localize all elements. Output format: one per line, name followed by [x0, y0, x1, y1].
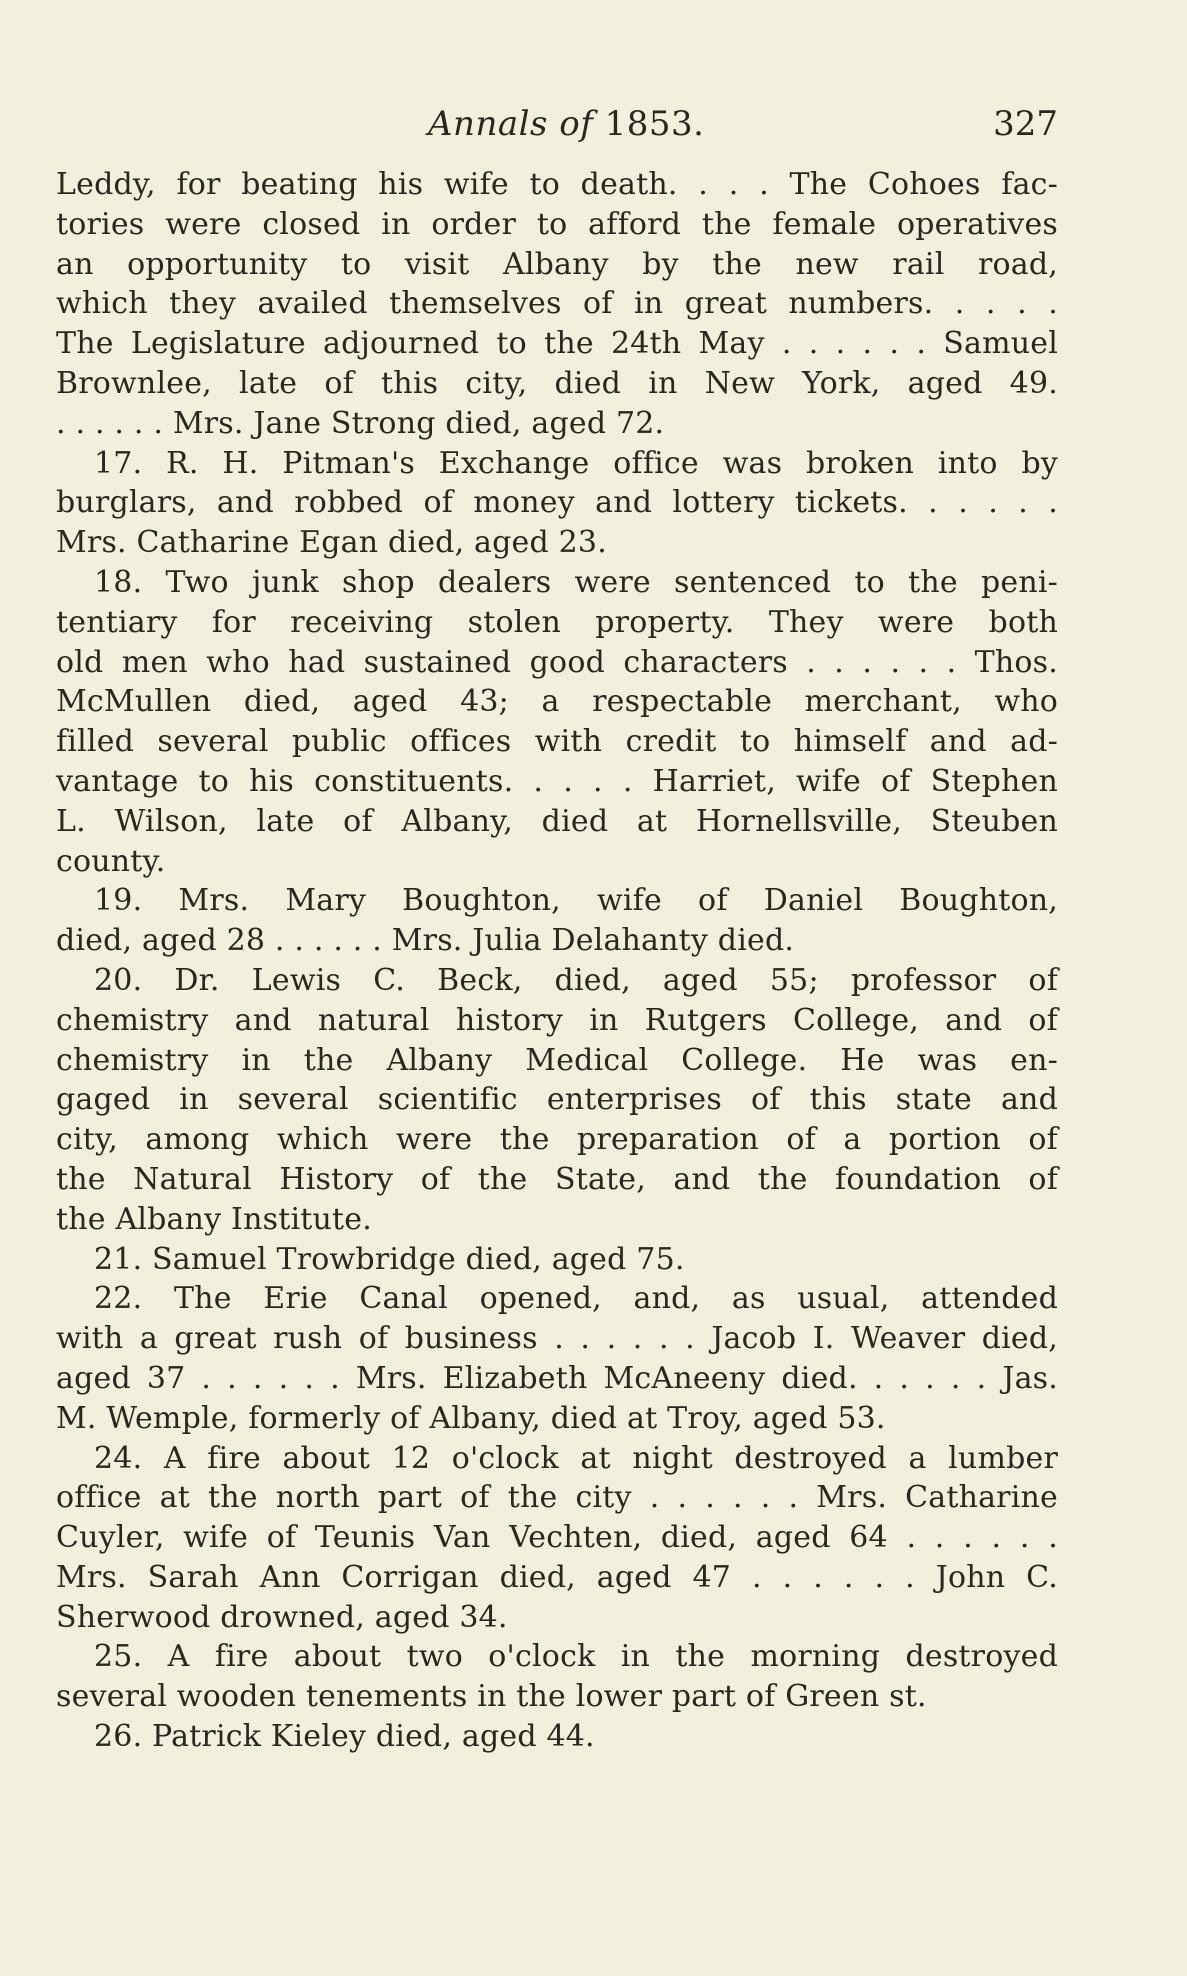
text-line: several wooden tenements in the lower part of Green st.: [56, 1679, 927, 1715]
text-line: 20. Dr. Lewis C. Beck, died, aged 55; professor of: [94, 962, 1058, 998]
running-title-year: 1853.: [604, 104, 705, 144]
text-line: 24. A fire about 12 o'clock at night destroyed a lumber: [94, 1440, 1058, 1476]
text-line: chemistry and natural history in Rutgers College, and of: [56, 1002, 1058, 1038]
text-line: 19. Mrs. Mary Boughton, wife of Daniel Boughton,: [94, 883, 1058, 919]
text-line: chemistry in the Albany Medical College. He was en-: [56, 1042, 1058, 1078]
text-line: 22. The Erie Canal opened, and, as usual, attended: [94, 1281, 1058, 1317]
text-line: with a great rush of business . . . . . . Jacob I. Weaver died,: [56, 1321, 1058, 1357]
text-line: the Natural History of the State, and the foundation of: [56, 1161, 1058, 1197]
text-line: burglars, and robbed of money and lottery tickets. . . . . .: [56, 485, 1058, 521]
text-line: tories were closed in order to afford the female operatives: [56, 206, 1058, 242]
text-line: which they availed themselves of in great numbers. . . . .: [56, 286, 1058, 322]
text-line: 21. Samuel Trowbridge died, aged 75.: [94, 1241, 685, 1277]
running-header: [56, 104, 1058, 152]
text-line: city, among which were the preparation of a portion of: [56, 1122, 1058, 1158]
running-title-prefix: Annals of: [428, 104, 594, 144]
body-text: [56, 165, 1058, 1757]
text-line: Mrs. Catharine Egan died, aged 23.: [56, 525, 607, 561]
text-line: The Legislature adjourned to the 24th May . . . . . . Samuel: [56, 326, 1058, 362]
text-line: Cuyler, wife of Teunis Van Vechten, died, aged 64 . . . . . .: [56, 1520, 1058, 1556]
text-line: Brownlee, late of this city, died in New York, aged 49.: [56, 365, 1058, 401]
text-line: Leddy, for beating his wife to death. . . . The Cohoes fac-: [56, 167, 1058, 202]
text-line: tentiary for receiving stolen property. They were both: [56, 604, 1058, 640]
text-line: the Albany Institute.: [56, 1201, 372, 1237]
text-line: an opportunity to visit Albany by the new rail road,: [56, 246, 1058, 282]
text-line: M. Wemple, formerly of Albany, died at Troy, aged 53.: [56, 1400, 886, 1436]
text-line: 17. R. H. Pitman's Exchange office was broken into by: [94, 445, 1058, 481]
text-line: aged 37 . . . . . . Mrs. Elizabeth McAneeny died. . . . . . Jas.: [56, 1360, 1058, 1396]
text-line: died, aged 28 . . . . . . Mrs. Julia Delahanty died.: [56, 923, 795, 959]
text-line: . . . . . . Mrs. Jane Strong died, aged 72.: [56, 405, 665, 441]
text-line: McMullen died, aged 43; a respectable merchant, who: [56, 684, 1058, 720]
text-line: 26. Patrick Kieley died, aged 44.: [94, 1719, 595, 1755]
text-line: L. Wilson, late of Albany, died at Hornellsville, Steuben: [56, 803, 1058, 839]
text-line: Sherwood drowned, aged 34.: [56, 1599, 508, 1635]
text-line: 25. A fire about two o'clock in the morning destroyed: [94, 1639, 1058, 1675]
text-line: filled several public offices with credit to himself and ad-: [56, 724, 1058, 760]
text-line: county.: [56, 843, 166, 879]
running-title: [428, 104, 704, 144]
text-line: 18. Two junk shop dealers were sentenced to the peni-: [94, 564, 1058, 600]
text-line: old men who had sustained good characters . . . . . . Thos.: [56, 644, 1058, 680]
text-line: Mrs. Sarah Ann Corrigan died, aged 47 . . . . . . John C.: [56, 1559, 1058, 1595]
page-number: 327: [993, 104, 1058, 144]
text-line: office at the north part of the city . . . . . . Mrs. Catharine: [56, 1480, 1058, 1516]
text-line: gaged in several scientific enterprises of this state and: [56, 1082, 1058, 1118]
text-line: vantage to his constituents. . . . . Harriet, wife of Stephen: [56, 763, 1058, 799]
